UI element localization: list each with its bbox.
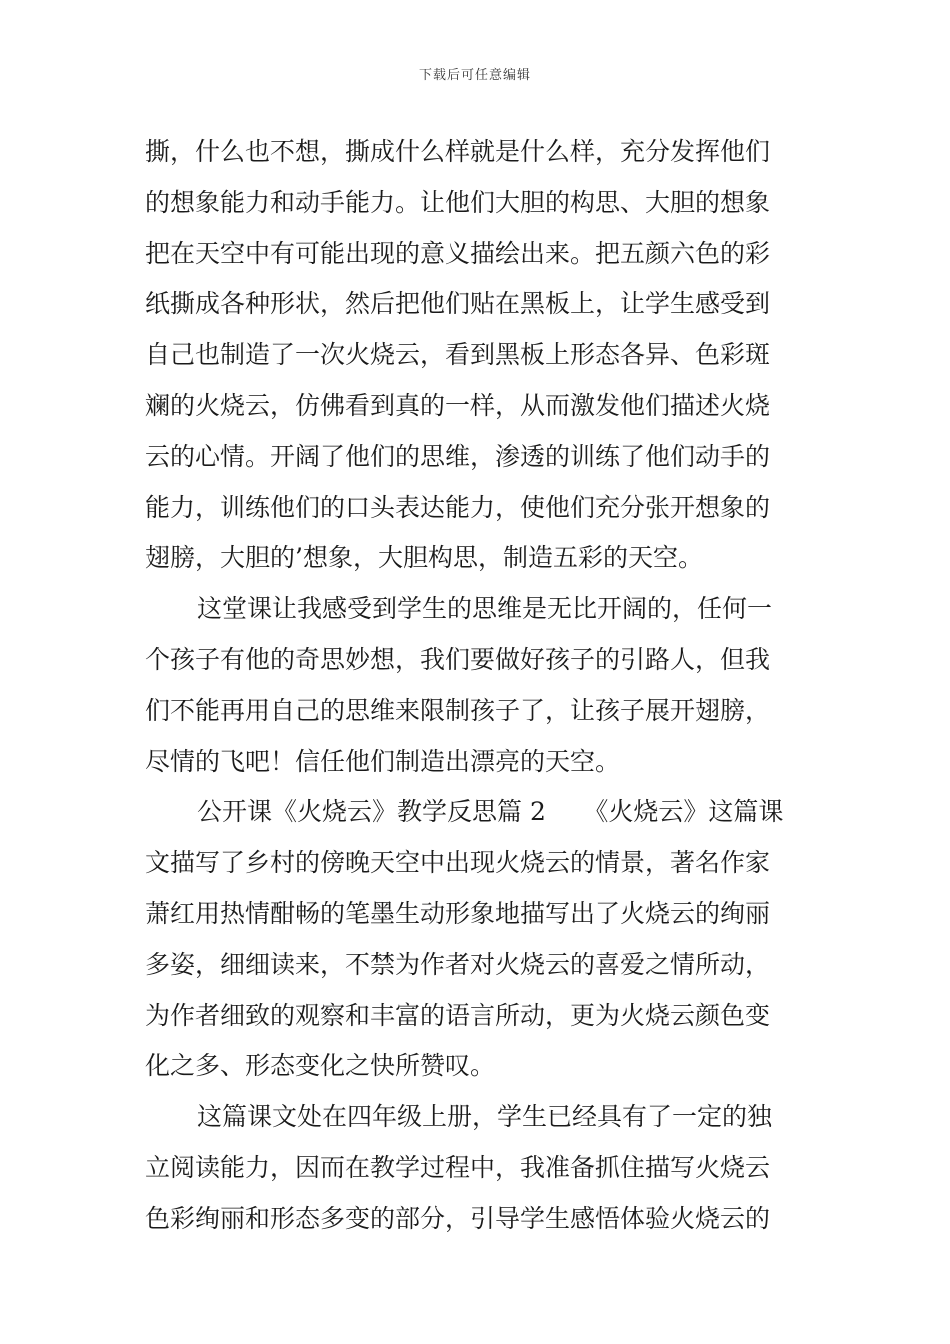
text-line: 能力，训练他们的口头表达能力，使他们充分张开想象的 <box>145 492 771 522</box>
text-line: 纸撕成各种形状，然后把他们贴在黑板上，让学生感受到 <box>145 289 771 319</box>
text-line: 翅膀，大胆的’想象，大胆构思，制造五彩的天空。 <box>145 543 703 573</box>
paragraph-first-line: 公开课《火烧云》教学反思篇 2 《火烧云》这篇课 <box>197 797 784 827</box>
document-body <box>145 127 810 1245</box>
text-line: 自己也制造了一次火烧云，看到黑板上形态各异、色彩斑 <box>145 340 771 370</box>
page-header: 下载后可任意编辑 <box>418 68 531 83</box>
text-line: 斓的火烧云，仿佛看到真的一样，从而激发他们描述火烧 <box>145 390 771 420</box>
paragraph-first-line: 这堂课让我感受到学生的思维是无比开阔的，任何一 <box>197 594 773 624</box>
text-line: 撕，什么也不想，撕成什么样就是什么样，充分发挥他们 <box>145 137 771 166</box>
paragraph-first-line: 这篇课文处在四年级上册，学生已经具有了一定的独 <box>197 1102 773 1132</box>
text-line: 文描写了乡村的傍晚天空中出现火烧云的情景，著名作家 <box>145 848 771 878</box>
text-line: 个孩子有他的奇思妙想，我们要做好孩子的引路人，但我 <box>145 644 771 674</box>
text-line: 云的心情。开阔了他们的思维，渗透的训练了他们动手的 <box>145 441 771 471</box>
text-line: 立阅读能力，因而在教学过程中，我准备抓住描写火烧云 <box>145 1152 771 1182</box>
text-line: 尽情的飞吧！信任他们制造出漂亮的天空。 <box>145 746 621 776</box>
text-line: 色彩绚丽和形态多变的部分，引导学生感悟体验火烧云的 <box>145 1203 771 1233</box>
text-line: 化之多、形态变化之快所赞叹。 <box>145 1051 496 1081</box>
text-line: 为作者细致的观察和丰富的语言所动，更为火烧云颜色变 <box>145 1000 771 1030</box>
text-line: 的想象能力和动手能力。让他们大胆的构思、大胆的想象 <box>145 187 771 217</box>
text-line: 们不能再用自己的思维来限制孩子了，让孩子展开翅膀， <box>145 695 771 725</box>
text-line: 把在天空中有可能出现的意义描绘出来。把五颜六色的彩 <box>145 238 771 268</box>
text-line: 萧红用热情酣畅的笔墨生动形象地描写出了火烧云的绚丽 <box>145 898 771 928</box>
text-line: 多姿，细细读来，不禁为作者对火烧云的喜爱之情所动， <box>145 949 771 979</box>
